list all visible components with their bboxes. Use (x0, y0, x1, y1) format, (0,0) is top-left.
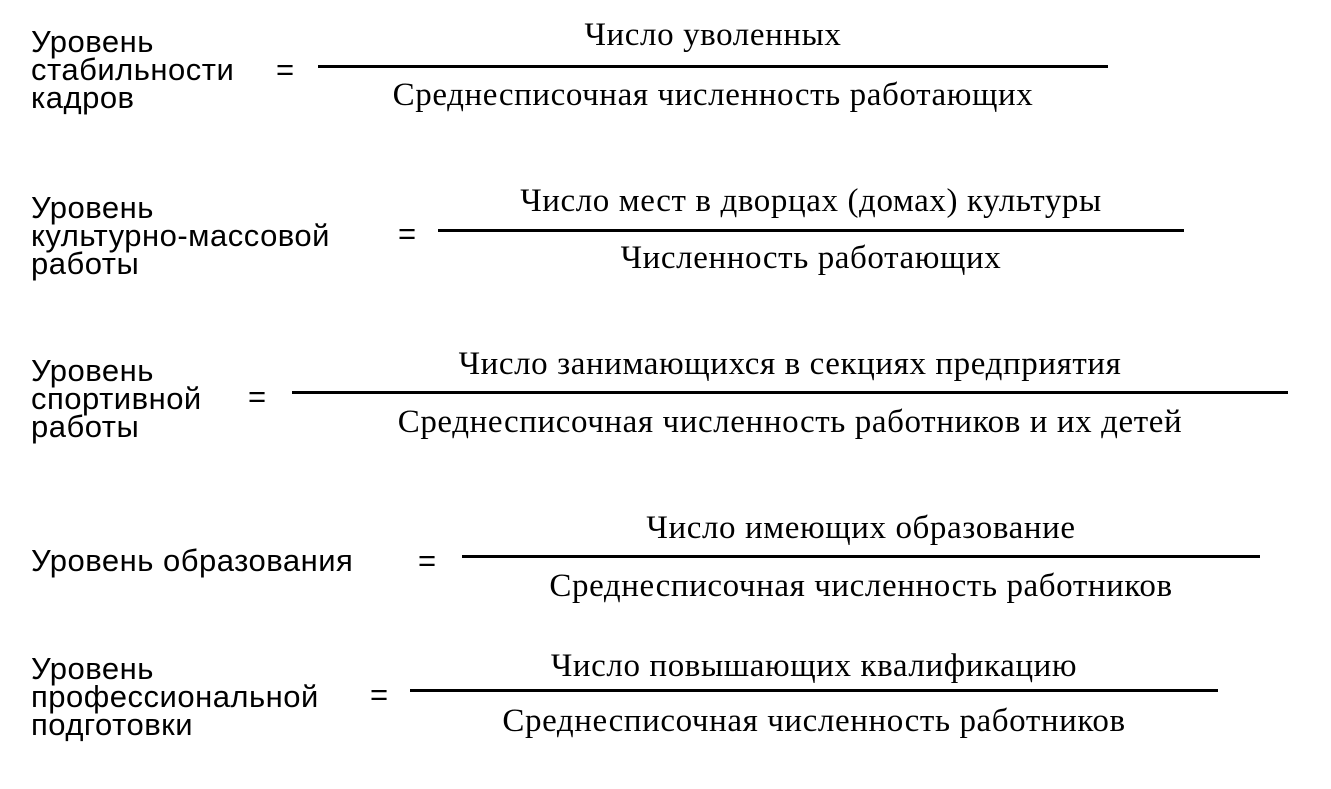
formula-label (31, 190, 330, 281)
numerator: Число повышающих квалификацию (550, 648, 1078, 684)
equals-sign: = (398, 216, 417, 251)
fraction-bar (462, 555, 1260, 558)
denominator: Среднесписочная численность работающих (392, 77, 1034, 113)
formula-label-line: Уровень (31, 353, 154, 388)
formula-label-line: работы (31, 246, 140, 281)
formula-label-line: подготовки (31, 707, 194, 742)
equals-sign: = (248, 379, 267, 414)
denominator: Среднесписочная численность работников и их детей (397, 404, 1183, 440)
equals-sign: = (418, 543, 437, 578)
fraction-bar (318, 65, 1108, 68)
numerator: Число уволенных (584, 17, 842, 53)
formula-label (31, 651, 319, 742)
fraction-bar (438, 229, 1184, 232)
formula-label-line: Уровень (31, 651, 154, 686)
formula-label-line: Уровень (31, 190, 154, 225)
formula-label (31, 24, 235, 115)
formula-label (31, 353, 202, 444)
formula-label-line: спортивной (31, 381, 202, 416)
numerator: Число занимающихся в секциях предприятия (458, 346, 1122, 382)
formula-label-line: профессиональной (31, 679, 319, 714)
numerator: Число мест в дворцах (домах) культуры (520, 183, 1102, 219)
denominator: Численность работающих (620, 240, 1002, 276)
equals-sign: = (370, 677, 389, 712)
formula-label-line: работы (31, 409, 140, 444)
numerator: Число имеющих образование (646, 510, 1076, 546)
formula-label-line: Уровень (31, 24, 154, 59)
equals-sign: = (276, 52, 295, 87)
formula-label-line: стабильности (31, 52, 235, 87)
formula-label-line: Уровень образования (31, 543, 354, 578)
fraction-bar (410, 689, 1218, 692)
fraction-bar (292, 391, 1288, 394)
formula-label (31, 543, 354, 578)
denominator: Среднесписочная численность работников (502, 703, 1126, 739)
denominator: Среднесписочная численность работников (549, 568, 1173, 604)
formula-label-line: культурно-массовой (31, 218, 330, 253)
formula-label-line: кадров (31, 80, 135, 115)
